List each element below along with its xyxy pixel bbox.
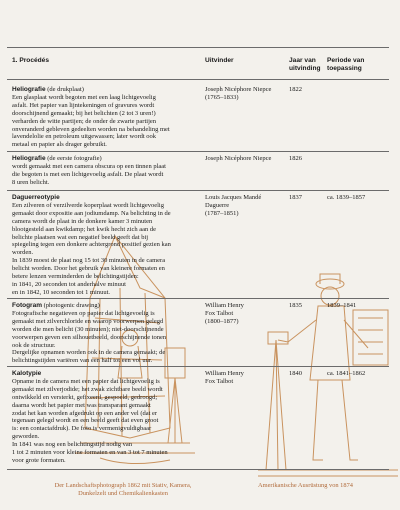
process-line: belichtingstijden variëren van een half tot een vol uur. [12,357,153,365]
process-line: die begoten is met een lichtgevoelig asfalt. De plaat wordt [12,170,164,178]
process-subtitle: (de eerste fotografie) [45,155,102,162]
process-subtitle: (de drukplaat) [45,86,84,93]
process-line: wordt gemaakt met een camera obscura op een tinnen plaat [12,162,166,170]
caption-american-outfit: Amerikanische Ausrüstung von 1874 [258,482,353,489]
year-cell: 1837 [289,194,302,201]
inventor-line: Fox Talbot [205,377,234,385]
header-rule [7,79,389,80]
row-rule [7,366,389,367]
row-rule [7,298,389,299]
inventor-cell [205,302,287,326]
process-title: Fotogram [12,302,42,309]
year-cell: 1822 [289,86,302,93]
process-title: Heliografie [12,86,46,93]
header-year [289,57,321,73]
inventor-cell [205,370,287,386]
header-year-line2: uitvinding [289,65,321,72]
process-line: lavendelolie en petroleum uitgewassen; later wordt ook [12,133,157,141]
inventor-cell [205,155,287,163]
process-line: daarna wordt het papier met was transparant gemaakt [12,401,151,409]
process-cell [12,302,198,365]
process-subtitle: (photogenic drawing) [41,302,100,309]
process-line: Fotografische negatieven op papier dat lichtgevoelig is [12,309,155,317]
caption-line: Der Landschaftsphotograph 1862 mit Stativ, Kamera, [54,482,192,489]
process-line: blootgesteld aan kwikdamp; het kwik hecht zich aan de [12,225,157,233]
process-line: tegenaan gelegd wordt en een beeld geeft dat even groot [12,417,159,425]
inventor-line: (1765–1833) [205,93,239,101]
process-line: en in 1842, 10 seconden tot 1 minuut. [12,288,111,296]
process-line: onveranderd gebleven gedeelten worden na behandeling met [12,125,170,133]
process-cell [12,155,198,187]
process-line: voorwerpen geven een silhouetbeeld, doorschijnende tonen [12,333,167,341]
table-header [0,54,400,78]
process-line: belicht worden. Door het gebruik van kleinere formaten en [12,265,165,273]
process-line: gemaakt door expositie aan jodiumdamp. Na belichting in de [12,209,171,217]
process-line: ontwikkeld en versterkt, gefixeerd, gespoeld, gedroogd; [12,393,158,401]
process-line: 8 uren belicht. [12,178,50,186]
process-cell [12,86,198,149]
top-rule [7,47,389,48]
process-line: is: een contactafdruk). De foto is vermenigvuldigbaar [12,425,152,433]
process-line: betere lenzen verminderden de belichtingstijden: [12,273,139,281]
process-line: In 1839 moest de plaat nog 15 tot 30 minuten in de camera [12,257,166,265]
process-line: gemaakt met zilverjodide; het zwak zichtbare beeld wordt [12,385,163,393]
header-inventor: Uitvinder [205,57,234,64]
inventor-line: Joseph Nicéphore Niepce [205,155,272,162]
process-line: worden die men belicht (30 minuten); niet-doorschijnende [12,325,164,333]
process-cell [12,194,198,297]
process-line: asfalt. Het papier van lijntekeningen of gravures wordt [12,101,155,109]
process-line: in 1841, 20 seconden tot anderhalve minuut [12,280,126,288]
inventor-cell [205,194,287,218]
process-line: Dergelijke opnamen worden ook in de camera gemaakt; de [12,349,166,357]
process-line: worden. [12,249,34,257]
row-rule [7,190,389,191]
inventor-line: William Henry [205,370,244,377]
caption-line: Dunkelzelt und Chemikalienkasten [78,490,168,498]
process-line: metaal en papier als drager gebruikt. [12,141,107,149]
process-line: In 1841 was nog een belichtingstijd nodig van [12,441,133,449]
inventor-line: Fox Talbot [205,309,234,317]
process-line: verharden de witte partijen; de onder de zwarte partijen [12,117,157,125]
process-line: ook de structuur. [12,341,56,349]
year-cell: 1826 [289,155,302,162]
process-line: 1 tot 2 minuten voor kleine formaten en van 3 tot 7 minuten [12,449,168,457]
inventor-line: Louis Jacques Mandé [205,194,262,201]
process-line: spiegeling tegen een donkere achtergrond positief gezien kan [12,241,171,249]
header-period-line2: toepassing [327,65,362,72]
process-line: Een glasplaat wordt begoten met een laag lichtgevoelig [12,93,156,101]
process-title: Heliografie [12,155,46,162]
process-line: zodat het kan worden afgedrukt op een ander vel (dat er [12,409,158,417]
period-cell: ca. 1841–1862 [327,370,366,377]
inventor-line: Daguerre [205,201,230,209]
process-line: gemaakt met zilverchloride en waarop voorwerpen gelegd [12,317,164,325]
header-process: 1. Procédés [12,57,50,64]
process-line: Opname in de camera met een papier dat lichtgevoelig is [12,377,160,385]
inventor-line: (1800–1877) [205,317,239,325]
year-cell: 1835 [289,302,302,309]
process-line: voor grote formaten. [12,456,66,464]
process-title: Kalotypie [12,370,42,377]
process-line: Een zilveren of verzilverde koperplaat wordt lichtgevoelig [12,201,164,209]
inventor-line: Joseph Nicéphore Niepce [205,86,272,93]
period-cell: 1839–1841 [327,302,357,309]
process-line: geworden. [12,433,40,441]
header-period [327,57,364,73]
process-line: camera wordt de plaat in de donkere kamer 3 minuten [12,217,153,225]
period-cell: ca. 1839–1857 [327,194,366,201]
process-title: Daguerreotypie [12,194,60,201]
caption-landscape-photographer [38,482,208,498]
header-period-line1: Periode van [327,57,365,64]
process-line: belichte plaatsen wat een negatief beeld geeft dat bij [12,233,149,241]
process-cell [12,370,198,465]
bottom-rule [7,469,389,470]
header-year-line1: Jaar van [289,57,316,64]
row-rule [7,151,389,152]
inventor-line: (1787–1851) [205,209,239,217]
process-line: doorschijnend gemaakt; bij het belichten (2 tot 3 uren!) [12,109,156,117]
inventor-cell [205,86,287,102]
year-cell: 1840 [289,370,302,377]
inventor-line: William Henry [205,302,244,309]
